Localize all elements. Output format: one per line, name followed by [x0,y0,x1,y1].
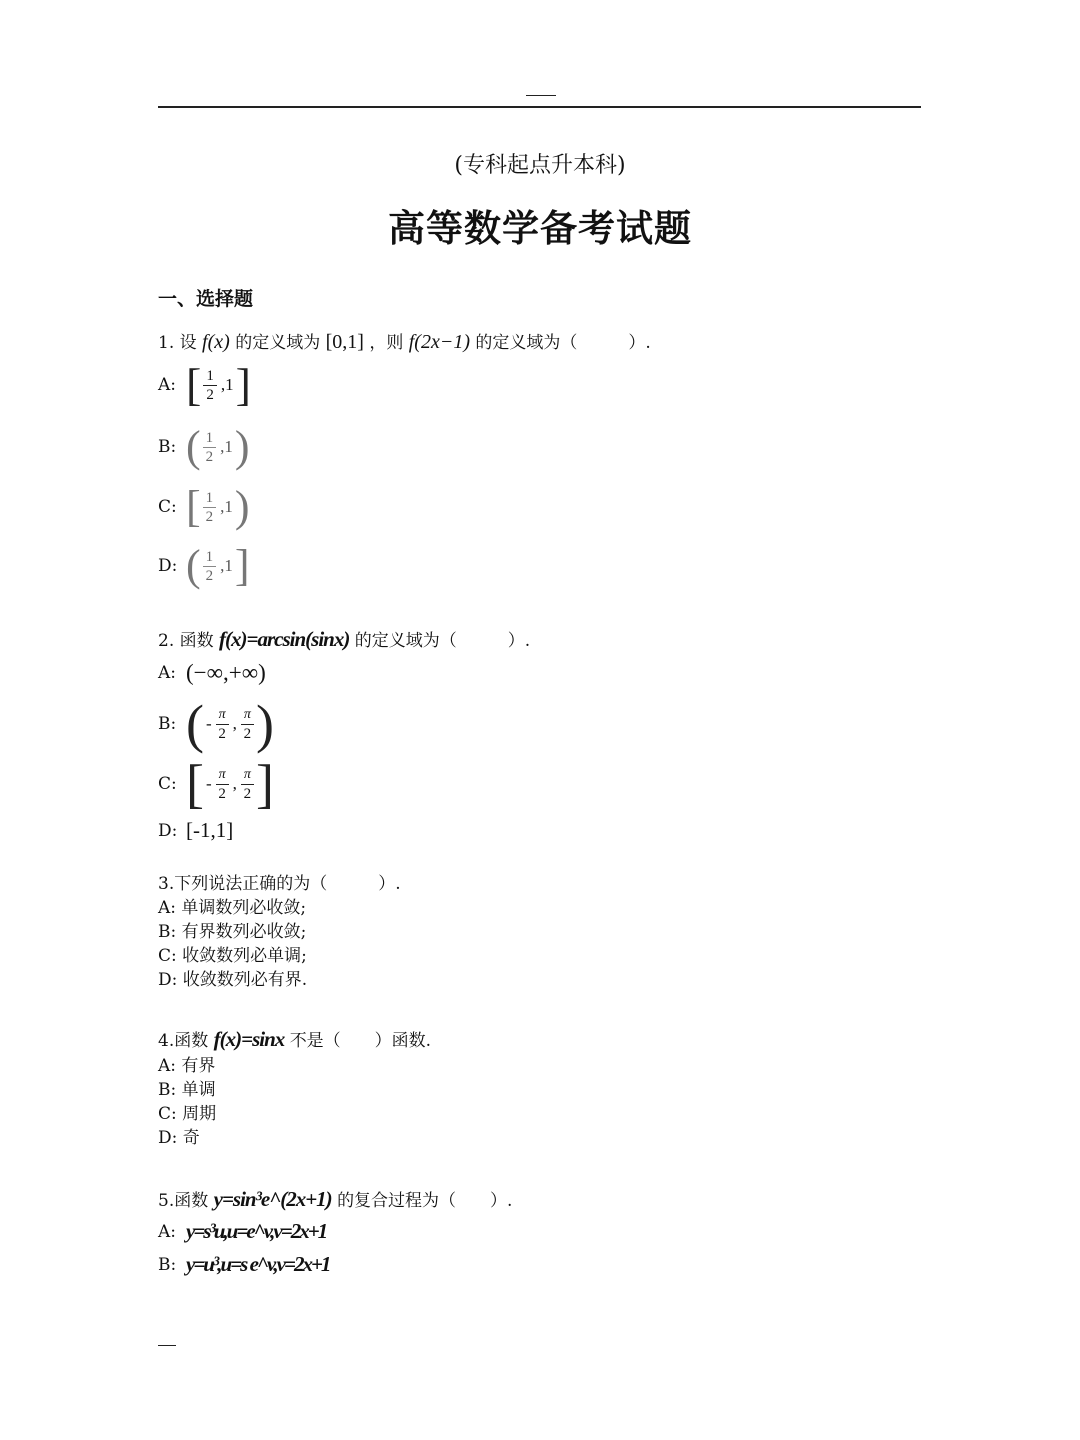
q5-expr: y=sin³e^(2x+1) [213,1187,332,1211]
q2-expr: f(x)=arcsin(sinx) [219,627,350,651]
q1-option-d[interactable]: D: ( $\frac{1}{2}$ ,1 ] [158,541,250,590]
q4-option-c[interactable]: C: 周期 [158,1104,217,1124]
q3-option-a[interactable]: A: 单调数列必收敛; [158,898,307,918]
q1-domain: [0,1] [325,331,364,353]
header-rule [158,106,921,108]
q5-option-b[interactable]: B: y=u³,u=s e^v,v=2x+1 [158,1252,330,1276]
q5-option-a[interactable]: A: y=s³u,u=e^v,v=2x+1 [158,1219,327,1243]
q4-option-d[interactable]: D: 奇 [158,1128,200,1148]
q4-option-b[interactable]: B: 单调 [158,1080,216,1100]
question-1-stem: 1. 设 f(x) 的定义域为 [0,1] ，则 f(2x−1) 的定义域为（ ）. [158,331,651,353]
q3-option-b[interactable]: B: 有界数列必收敛; [158,922,307,942]
q2-option-b[interactable]: B: ( - $\frac{\pi}{2}$ , $\frac{\pi}{2}$ ) [158,694,274,754]
document-subtitle: (专科起点升本科) [454,153,626,178]
q1-fx: f(x) [202,331,230,353]
document-title: 高等数学备考试题 [388,207,692,250]
q2-option-c[interactable]: C: [ - $\frac{\pi}{2}$ , $\frac{\pi}{2}$ ] [158,754,274,814]
question-4-stem: 4.函数 f(x)=sinx 不是（ ）函数. [158,1027,432,1051]
q2-option-a[interactable]: A: (−∞,+∞) [158,660,266,685]
question-5-stem: 5.函数 y=sin³e^(2x+1) 的复合过程为（ ）. [158,1187,513,1211]
q3-option-c[interactable]: C: 收敛数列必单调; [158,946,307,966]
q1-f2x: f(2x−1) [408,331,470,353]
q1-option-c[interactable]: C: [ $\frac{1}{2}$ ,1 ) [158,482,250,531]
question-2-stem: 2. 函数 f(x)=arcsin(sinx) 的定义域为（ ）. [158,627,531,651]
header-mark [526,95,556,96]
q3-option-d[interactable]: D: 收敛数列必有界. [158,970,308,990]
q4-option-a[interactable]: A: 有界 [158,1056,216,1076]
section-title: 一、选择题 [158,288,254,310]
q2-option-d[interactable]: D: [-1,1] [158,818,234,842]
q4-expr: f(x)=sinx [213,1027,285,1051]
q1-option-a[interactable]: A: [ $\frac{1}{2}$ ,1 ] [158,359,251,410]
footer-mark [158,1345,176,1346]
question-3-stem: 3.下列说法正确的为（ ）. [158,874,401,894]
q1-option-b[interactable]: B: ( $\frac{1}{2}$ ,1 ) [158,422,250,471]
